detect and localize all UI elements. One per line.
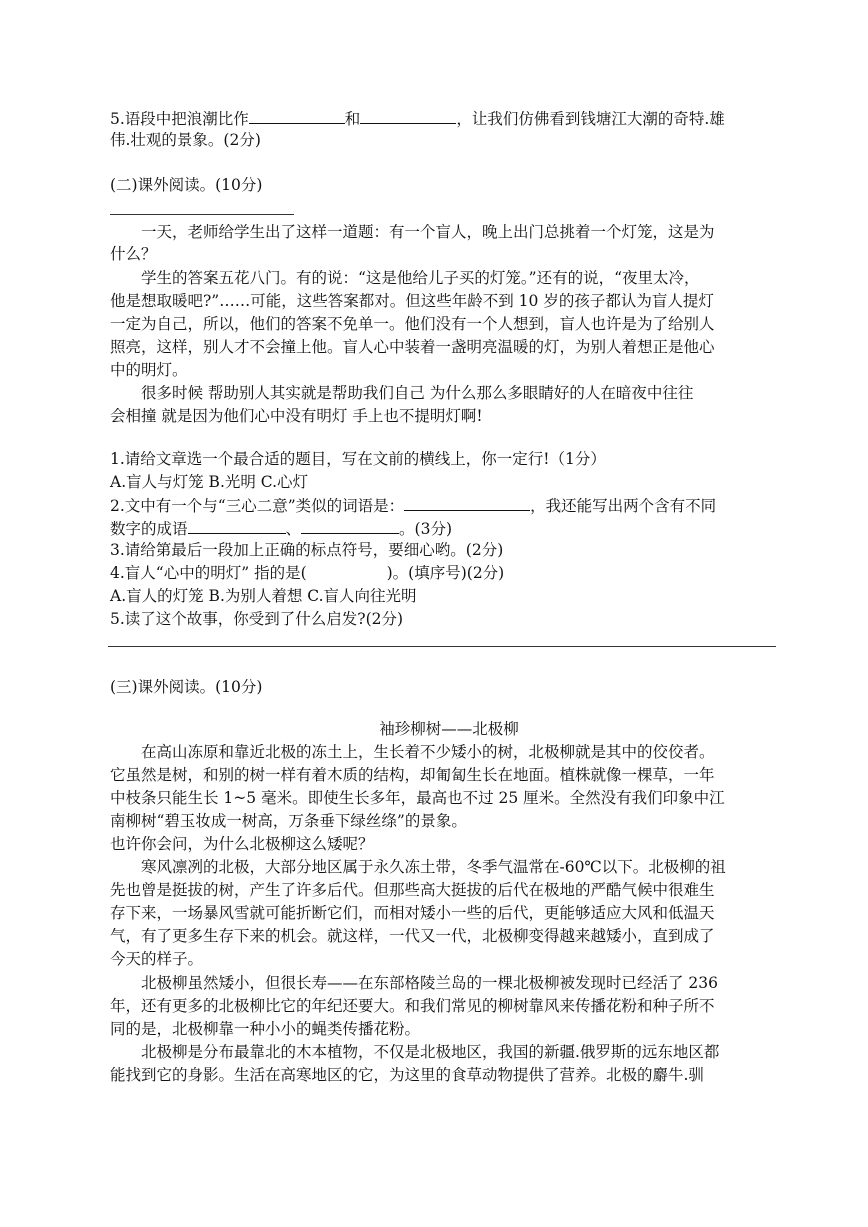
section-heading-3: (三)课外阅读。(10分) <box>110 678 263 696</box>
article-line: 年，还有更多的北极柳比它的年纪还要大。和我们常见的柳树靠风来传播花粉和种子所不 <box>110 997 715 1015</box>
q5-text-a: 5.语段中把浪潮比作 <box>110 110 249 128</box>
article-line: 同的是，北极柳靠一种小小的蝇类传播花粉。 <box>110 1020 421 1038</box>
answer-blank[interactable] <box>301 517 399 534</box>
p1-line: 一天，老师给学生出了这样一道题：有一个盲人，晚上出门总挑着一个灯笼，这是为 <box>141 223 715 241</box>
part2-q1: 1.请给文章选一个最合适的题目，写在文前的横线上，你一定行!（1分） <box>110 450 606 468</box>
answer-blank[interactable] <box>249 107 345 124</box>
q2-text-b: ，我还能写出两个含有不同 <box>530 497 717 515</box>
part2-q5: 5.读了这个故事，你受到了什么启发?(2分) <box>110 610 404 628</box>
q4-text-a: 4.盲人“心中的明灯” 指的是( <box>110 564 307 582</box>
q4-text-b: )。(填序号)(2分) <box>386 564 505 582</box>
p3-line: 会相撞 就是因为他们心中没有明灯 手上也不提明灯啊! <box>110 407 483 425</box>
p2-line: 学生的答案五花八门。有的说：“这是他给儿子买的灯笼。”还有的说，“夜里太冷， <box>141 269 700 287</box>
article-line: 存下来，一场暴风雪就可能折断它们，而相对矮小一些的后代，更能够适应大风和低温天 <box>110 904 715 922</box>
article-line: 也许你会问，为什么北极柳这么矮呢？ <box>110 835 374 853</box>
article-line: 寒风凛冽的北极，大部分地区属于永久冻土带，冬季气温常在-60℃以下。北极柳的祖 <box>141 858 726 876</box>
q2-text-e: 。(3分) <box>399 520 452 538</box>
q2-text-d: 、 <box>285 520 302 538</box>
part2-q3: 3.请给第最后一段加上正确的标点符号，要细心哟。(2分) <box>110 541 504 559</box>
part1-q5-line1 <box>110 107 725 130</box>
part1-q5-line2: 伟.壮观的景象。(2分) <box>110 131 261 149</box>
answer-blank[interactable] <box>360 107 456 124</box>
article-line: 在高山冻原和靠近北极的冻土上，生长着不少矮小的树，北极柳就是其中的佼佼者。 <box>141 743 715 761</box>
article-line: 中枝条只能生长 1~5 毫米。即使生长多年，最高也不过 25 厘米。全然没有我们印象中江 <box>110 789 725 807</box>
article-line: 北极柳是分布最靠北的木本植物，不仅是北极地区，我国的新疆.俄罗斯的远东地区都 <box>141 1043 720 1061</box>
article-title: 袖珍柳树——北极柳 <box>379 720 519 738</box>
p2-line: 照亮，这样，别人才不会撞上他。盲人心中装着一盏明亮温暖的灯，为别人着想正是他心 <box>110 338 715 356</box>
q2-text-a: 2.文中有一个与“三心二意”类似的词语是： <box>110 497 405 515</box>
q5-text-c: ，让我们仿佛看到钱塘江大潮的奇特.雄 <box>456 110 725 128</box>
article-line: 北极柳虽然矮小，但很长寿——在东部格陵兰岛的一棵北极柳被发现时已经活了 236 <box>141 974 719 992</box>
article-line: 能找到它的身影。生活在高寒地区的它，为这里的食草动物提供了营养。北极的麝牛.驯 <box>110 1066 704 1084</box>
q5-answer-line[interactable] <box>108 646 776 647</box>
article-line: 先也曾是挺拔的树，产生了许多后代。但那些高大挺拔的后代在极地的严酷气候中很难生 <box>110 881 715 899</box>
part2-q1-options: A.盲人与灯笼 B.光明 C.心灯 <box>110 473 309 491</box>
title-answer-line[interactable] <box>110 214 294 215</box>
part2-q4-options: A.盲人的灯笼 B.为别人着想 C.盲人向往光明 <box>110 587 417 605</box>
answer-blank[interactable] <box>188 517 286 534</box>
q2-text-c: 数字的成语 <box>110 520 188 538</box>
p2-line: 他是想取暖吧?”……可能，这些答案都对。但这些年龄不到 10 岁的孩子都认为盲人提灯 <box>110 292 714 310</box>
p2-line: 中的明灯。 <box>110 361 188 379</box>
article-line: 南柳树“碧玉妆成一树高，万条垂下绿丝绦”的景象。 <box>110 812 467 830</box>
article-line: 气，有了更多生存下来的机会。就这样，一代又一代，北极柳变得越来越矮小，直到成了 <box>110 927 715 945</box>
p2-line: 一定为自己，所以，他们的答案不免单一。他们没有一个人想到，盲人也许是为了给别人 <box>110 315 715 333</box>
part2-q4 <box>110 562 504 584</box>
p1-line: 什么？ <box>110 245 157 263</box>
article-line: 它虽然是树，和别的树一样有着木质的结构，却匍匐生长在地面。植株就像一棵草，一年 <box>110 766 715 784</box>
answer-blank[interactable] <box>404 494 530 511</box>
section-heading-2: (二)课外阅读。(10分) <box>110 176 263 194</box>
article-line: 今天的样子。 <box>110 950 204 968</box>
part2-q2-line1 <box>110 494 716 517</box>
q5-text-b: 和 <box>344 110 361 128</box>
part2-q2-line2 <box>110 517 452 540</box>
p3-line: 很多时候 帮助别人其实就是帮助我们自己 为什么那么多眼睛好的人在暗夜中往往 <box>141 384 694 402</box>
